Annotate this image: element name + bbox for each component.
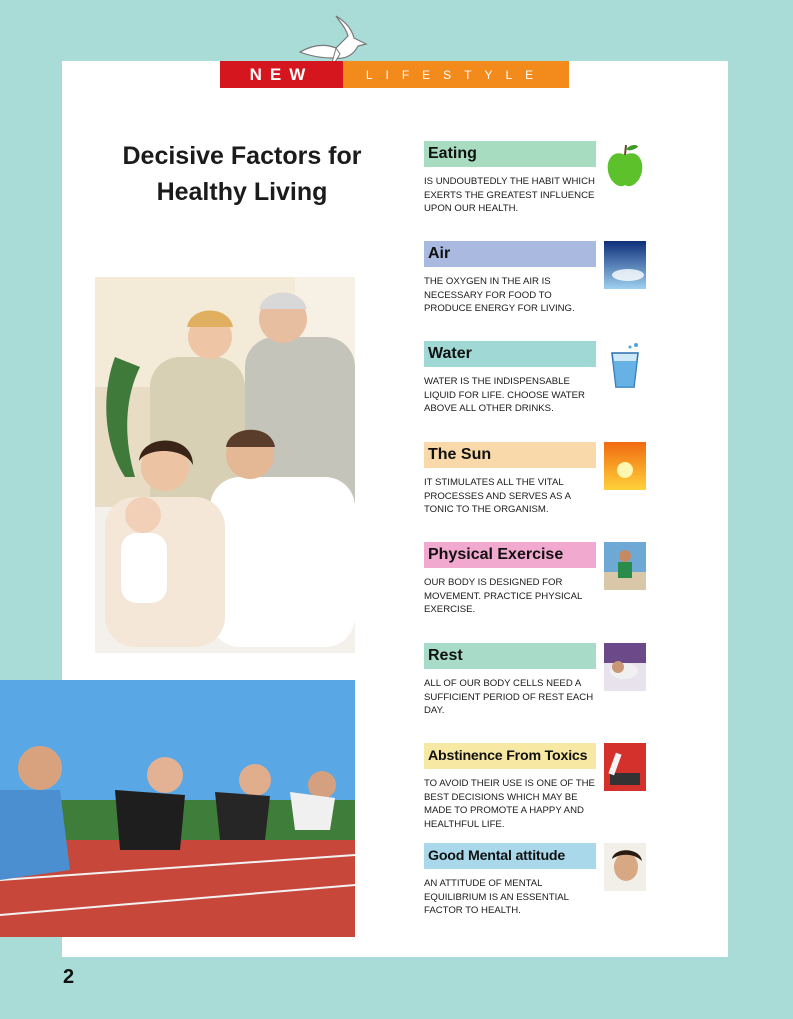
factor-heading: Rest <box>424 643 596 669</box>
factor-item <box>424 743 649 831</box>
banner-lifestyle: LIFESTYLE <box>343 61 569 88</box>
page-title <box>100 138 384 210</box>
sky-icon <box>604 241 646 289</box>
rest-icon <box>604 643 646 691</box>
family-photo <box>95 277 355 653</box>
factor-item <box>424 241 649 316</box>
factor-item <box>424 542 649 617</box>
no-smoking-icon <box>604 743 646 791</box>
factor-description: WATER IS THE INDISPENSABLE LIQUID FOR LIFE. CHOOSE WATER ABOVE ALL OTHER DRINKS. <box>424 376 585 415</box>
factor-item <box>424 843 649 918</box>
factor-description: OUR BODY IS DESIGNED FOR MOVEMENT. PRACTICE PHYSICAL EXERCISE. <box>424 577 582 616</box>
factor-heading: Physical Exercise <box>424 542 596 568</box>
banner-new: NEW <box>220 61 343 88</box>
runners-photo <box>0 680 355 937</box>
green-apple-icon <box>604 141 646 189</box>
water-glass-icon <box>604 341 646 389</box>
relaxed-face-icon <box>604 843 646 891</box>
factor-description: IS UNDOUBTEDLY THE HABIT WHICH EXERTS THE GREATEST INFLUENCE UPON OUR HEALTH. <box>424 176 595 215</box>
factor-item <box>424 341 649 416</box>
exercise-icon <box>604 542 646 590</box>
factor-description: THE OXYGEN IN THE AIR IS NECESSARY FOR FOOD TO PRODUCE ENERGY FOR LIVING. <box>424 276 575 315</box>
factor-description: ALL OF OUR BODY CELLS NEED A SUFFICIENT PERIOD OF REST EACH DAY. <box>424 678 594 717</box>
header-banner <box>220 61 569 88</box>
factor-heading: Water <box>424 341 596 367</box>
factor-description: IT STIMULATES ALL THE VITAL PROCESSES AND SERVES AS A TONIC TO THE ORGANISM. <box>424 477 571 516</box>
sunset-icon <box>604 442 646 490</box>
factor-item <box>424 442 649 517</box>
factor-item <box>424 643 649 718</box>
factor-heading: Good Mental attitude <box>424 843 596 869</box>
factor-heading: Air <box>424 241 596 267</box>
factor-heading: The Sun <box>424 442 596 468</box>
factor-item <box>424 141 649 216</box>
factor-heading: Eating <box>424 141 596 167</box>
factor-description: TO AVOID THEIR USE IS ONE OF THE BEST DECISIONS WHICH MAY BE MADE TO PROMOTE A HAPPY AND HEALTHFUL LIFE. <box>424 778 595 830</box>
page-number: 2 <box>63 966 75 988</box>
factor-description: AN ATTITUDE OF MENTAL EQUILIBRIUM IS AN ESSENTIAL FACTOR TO HEALTH. <box>424 878 569 917</box>
title-line-1: Decisive Factors for <box>122 142 362 170</box>
factor-heading: Abstinence From Toxics <box>424 743 596 769</box>
title-line-2: Healthy Living <box>156 178 328 206</box>
